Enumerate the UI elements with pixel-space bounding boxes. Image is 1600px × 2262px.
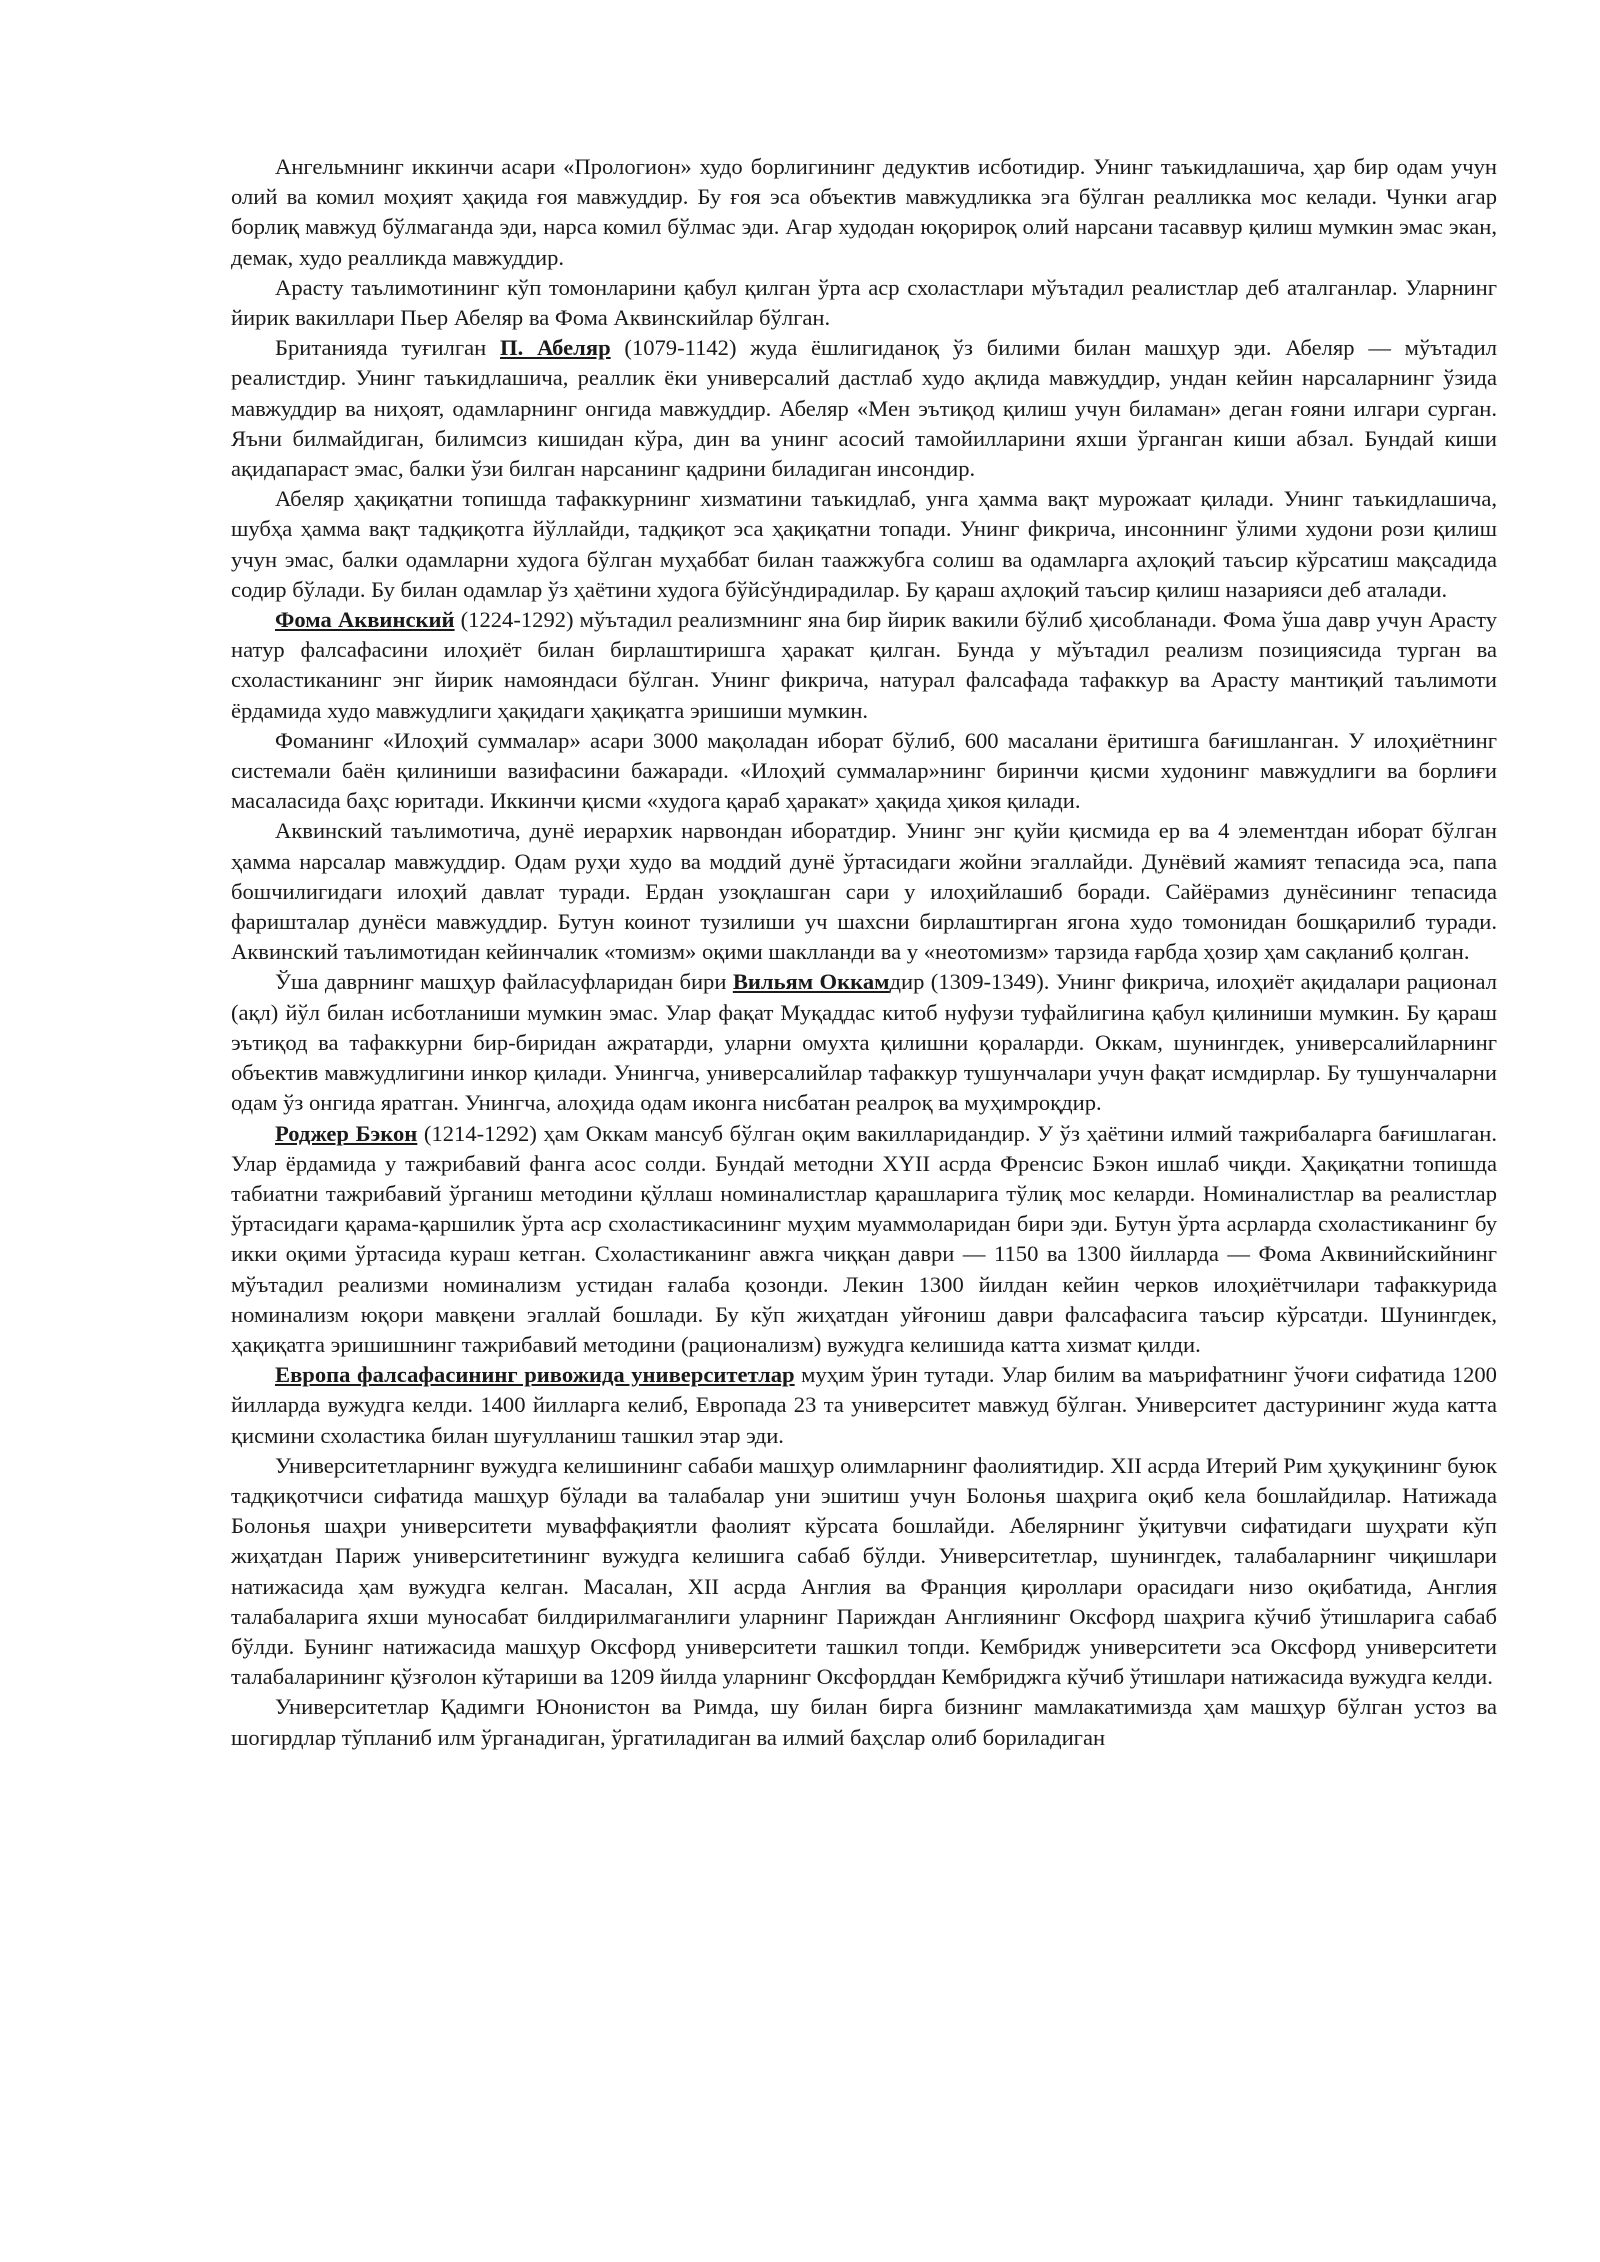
document-page	[231, 152, 1497, 1753]
paragraph-text: (1224-1292) мўътадил реализмнинг яна бир йирик вакили бўлиб ҳисобланади. Фома ўша давр учун Арасту натур фалсафасини илоҳиёт билан бирлаштиришга ҳаракат қилган. Бунда у мўътадил реализм позициясида турган ва схоластиканинг энг йирик намояндаси бўлган. Унинг фикрича, натурал фалсафада тафаккур ва Арасту мантиқий таълимоти ёрдамида худо мавжудлиги ҳақидаги ҳақиқатга эришиши мумкин.	[231, 607, 1497, 723]
paragraph	[231, 1119, 1497, 1361]
paragraph-text: муҳим ўрин тутади. Улар билим ва маърифатнинг ўчоғи сифатида 1200 йилларда вужудга келди. 1400 йилларга келиб, Европада 23 та университет мавжуд бўлган. Университет дастурининг жуда катта қисмини схоластика билан шуғулланиш ташкил этар эди.	[231, 1362, 1497, 1448]
person-name: Вильям Оккам	[732, 969, 890, 995]
paragraph-text: Ангельмнинг иккинчи асари «Прологион» худо борлигининг дедуктив исботидир. Унинг таъкидлашича, ҳар бир одам учун олий ва комил моҳият ҳақида ғоя мавжуддир. Бу ғоя эса объектив мавжудликка эга бўлган реалликка мос келади. Чунки агар борлиқ мавжуд бўлмаганда эди, нарса комил бўлмас эди. Агар худодан юқорироқ олий нарсани тасаввур қилиш мумкин эмас экан, демак, худо реалликда мавжуддир.	[231, 154, 1497, 270]
paragraph-text: (1079-1142) жуда ёшлигиданоқ ўз билими билан машҳур эди. Абеляр — мўътадил реалистдир. Унинг таъкидлашича, реаллик ёки универсалий дастлаб худо ақлида мавжуддир, ундан кейин нарсаларнинг ўзида мавжуддир ва ниҳоят, одамларнинг онгида мавжуддир. Абеляр «Мен эътиқод қилиш учун биламан» деган ғояни илгари сурган. Яъни билмайдиган, билимсиз кишидан кўра, дин ва унинг асосий тамойилларини яхши ўрганган киши абзал. Бундай киши ақидапараст эмас, балки ўзи билган нарсанинг қадрини биладиган инсондир.	[231, 335, 1497, 482]
paragraph-text: Университетлар Қадимги Юнонистон ва Римда, шу билан бирга бизнинг мамлакатимизда ҳам машҳур бўлган устоз ва шогирдлар тўпланиб илм ўрганадиган, ўргатиладиган ва илмий баҳслар олиб бориладиган	[231, 1694, 1497, 1750]
paragraph-text: Аквинский таълимотича, дунё иерархик нарвондан иборатдир. Унинг энг қуйи қисмида ер ва 4 элементдан иборат бўлган ҳамма нарсалар мавжуддир. Одам руҳи худо ва моддий дунё ўртасидаги жойни эгаллайди. Дунёвий жамият тепасида эса, папа бошчилигидаги илоҳий давлат туради. Ердан узоқлашган сари у илоҳийлашиб боради. Сайёрамиз дунёсининг тепасида фаришталар дунёси мавжуддир. Бутун коинот тузилиши уч шахсни бирлаштирган ягона худо томонидан бошқарилиб туради. Аквинский таълимотидан кейинчалик «томизм» оқими шаклланди ва у «неотомизм» тарзида ғарбда ҳозир ҳам сақланиб қолган.	[231, 818, 1497, 965]
paragraph-text: Британияда туғилган	[275, 335, 501, 361]
paragraph	[231, 1451, 1497, 1693]
paragraph-text: Ўша даврнинг машҳур файласуфларидан бири	[275, 969, 733, 995]
paragraph	[231, 152, 1497, 273]
person-name: Фома Аквинский	[275, 607, 455, 633]
paragraph	[231, 605, 1497, 726]
paragraph-text: Фоманинг «Илоҳий суммалар» асари 3000 мақоладан иборат бўлиб, 600 масалани ёритишга бағишланган. У илоҳиётнинг системали баён қилиниши вазифасини бажаради. «Илоҳий суммалар»нинг биринчи қисми худонинг мавжудлиги ва борлиғи масаласида баҳс юритади. Иккинчи қисми «худога қараб ҳаракат» ҳақида ҳикоя қилади.	[231, 727, 1497, 814]
paragraph-text: (1214-1292) ҳам Оккам мансуб бўлган оқим вакилларидандир. У ўз ҳаётини илмий тажрибаларга бағишлаган. Улар ёрдамида у тажрибавий фанга асос солди. Бундай методни XYII асрда Френсис Бэкон ишлаб чиқди. Ҳақиқатни топишда табиатни тажрибавий ўрганиш методини қўллаш номиналистлар қарашларига тўлиқ мос келарди. Номиналистлар ва реалистлар ўртасидаги қарама-қаршилик ўрта аср схоластикасининг муҳим муаммоларидан бири эди. Бутун ўрта асрларда схоластиканинг бу икки оқими ўртасида кураш кетган. Схоластиканинг авжга чиққан даври — 1150 ва 1300 йилларда — Фома Аквинийскийнинг мўътадил реализми номинализм устидан ғалаба қозонди. Лекин 1300 йилдан кейин черков илоҳиётчилари тафаккурида номинализм юқори мавқени эгаллай бошлади. Бу кўп жиҳатдан уйғониш даври фалсафасига таъсир кўрсатди. Шунингдек, ҳақиқатга эришишнинг тажрибавий методини (рационализм) вужудга келишида катта хизмат қилди.	[231, 1120, 1497, 1357]
paragraph	[231, 273, 1497, 333]
paragraph	[231, 1360, 1497, 1451]
paragraph	[231, 967, 1497, 1118]
paragraph	[231, 816, 1497, 967]
person-name: П. Абеляр	[500, 335, 611, 361]
paragraph	[231, 1692, 1497, 1752]
paragraph-text: Университетларнинг вужудга келишининг сабаби машҳур олимларнинг фаолиятидир. XII асрда Итерий Рим ҳуқуқининг буюк тадқиқотчиси сифатида машҳур бўлади ва талабалар уни эшитиш учун Болонья шаҳрига оқиб кела бошлайдилар. Натижада Болонья шаҳри университети муваффақиятли фаолият кўрсата бошлайди. Абелярнинг ўқитувчи сифатидаги шуҳрати кўп жиҳатдан Париж университетининг вужудга келишига сабаб бўлди. Университетлар, шунингдек, талабаларнинг чиқишлари натижасида ҳам вужудга келган. Масалан, XII асрда Англия ва Франция қироллари орасидаги низо оқибатида, Англия талабаларига яхши муносабат билдирилмаганлиги уларнинг Париждан Англиянинг Оксфорд шаҳрига кўчиб ўтишларига сабаб бўлди. Бунинг натижасида машҳур Оксфорд университети ташкил топди. Кембридж университети эса Оксфорд университети талабаларининг қўзғолон кўтариши ва 1209 йилда уларнинг Оксфорддан Кембриджга кўчиб ўтишлари натижасида вужудга келди.	[231, 1452, 1497, 1690]
paragraph-text: Арасту таълимотининг кўп томонларини қабул қилган ўрта аср схоластлари мўътадил реалистлар деб аталганлар. Уларнинг йирик вакиллари Пьер Абеляр ва Фома Аквинскийлар бўлган.	[231, 274, 1497, 331]
paragraph-text: Абеляр ҳақиқатни топишда тафаккурнинг хизматини таъкидлаб, унга ҳамма вақт мурожаат қилади. Унинг таъкидлашича, шубҳа ҳамма вақт тадқиқотга йўллайди, тадқиқот эса ҳақиқатни топади. Унинг фикрича, инсоннинг ўлими худони рози қилиш учун эмас, балки одамларни худога бўлган муҳаббат билан таажжубга солиш ва одамларга аҳлоқий таъсир кўрсатиш мақсадида содир бўлади. Бу билан одамлар ўз ҳаётини худога бўйсўндирадилар. Бу қараш аҳлоқий таъсир қилиш назарияси деб аталади.	[231, 486, 1497, 602]
paragraph-text: дир (1309-1349). Унинг фикрича, илоҳиёт ақидалари рационал (ақл) йўл билан исботланиши мумкин эмас. Улар фақат Муқаддас китоб нуфузи туфайлигина қабул қилиниши мумкин. Бу қараш эътиқод ва тафаккурни бир-биридан ажратарди, уларни омухта қилишни қораларди. Оккам, шунингдек, универсалийларнинг объектив мавжудлигини инкор қилади. Унингча, универсалийлар тафаккур тушунчалари учун фақат исмдирлар. Бу тушунчаларни одам ўз онгида яратган. Унингча, алоҳида одам иконга нисбатан реалроқ ва муҳимроқдир.	[231, 969, 1497, 1116]
paragraph	[231, 484, 1497, 605]
person-name: Европа фалсафасининг ривожида университетлар	[275, 1362, 795, 1388]
person-name: Роджер Бэкон	[275, 1120, 418, 1146]
paragraph	[231, 726, 1497, 817]
paragraph	[231, 333, 1497, 484]
